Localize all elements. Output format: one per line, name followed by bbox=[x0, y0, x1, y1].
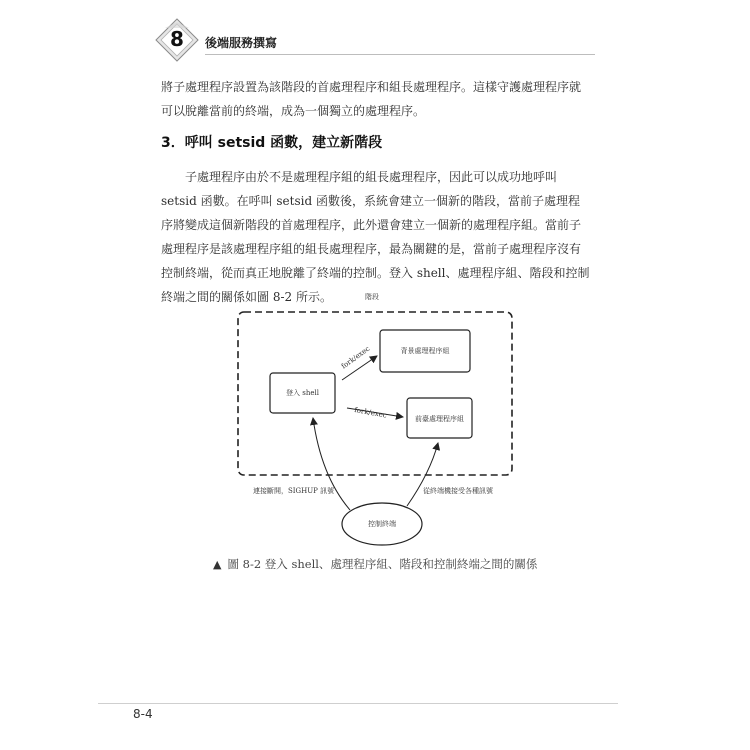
figure-caption bbox=[213, 556, 537, 572]
footer-divider bbox=[98, 703, 618, 704]
triangle-marker-icon: ▲ bbox=[213, 558, 222, 571]
section-heading: 3．呼叫 setsid 函數，建立新階段 bbox=[161, 135, 383, 151]
foreground-group-label: 前臺處理程序組 bbox=[415, 415, 464, 423]
header-divider bbox=[205, 54, 595, 55]
page-number: 8-4 bbox=[133, 707, 153, 721]
chapter-number: 8 bbox=[170, 27, 184, 51]
session-label: 階段 bbox=[365, 293, 379, 301]
background-group-label: 背景處理程序組 bbox=[400, 347, 450, 355]
fork-exec-label-lower: fork/exec bbox=[353, 406, 388, 420]
login-shell-label: 登入 shell bbox=[286, 389, 319, 397]
terminal-signals-label: 從終端機接受各種訊號 bbox=[423, 487, 493, 495]
control-terminal-label: 控制終端 bbox=[368, 520, 396, 528]
sighup-arrow bbox=[313, 418, 350, 510]
page-header bbox=[0, 0, 750, 80]
figure-8-2 bbox=[225, 288, 525, 550]
intro-paragraph: 將子處理程序設置為該階段的首處理程序和組長處理程序。這樣守護處理程序就可以脫離當前的終端，成為一個獨立的處理程序。 bbox=[161, 80, 582, 118]
hangup-signal-label: 連接斷開，SIGHUP 訊號 bbox=[253, 487, 335, 495]
chapter-title: 後端服務撰寫 bbox=[205, 36, 278, 50]
section-body: 子處理程序由於不是處理程序組的組長處理程序，因此可以成功地呼叫 setsid 函數。在呼叫 setsid 函數後，系統會建立一個新的階段，當前子處理程序將變成這個新階段的首處理程序，此外還會建立一個新的處理程序組。當前子處理程序是該處理程序組的組長處理程序，最為關鍵的是，當前子處理程序沒有控制終端，從而真正地脫離了終端的控制。登入 shell、處理程序組、階段和控制終端之間的關係如圖 8-2 所示。 bbox=[161, 170, 590, 304]
caption-text: 圖 8-2 登入 shell、處理程序組、階段和控制終端之間的關係 bbox=[227, 557, 538, 571]
terminal-signal-arrow bbox=[407, 443, 438, 506]
relationship-diagram bbox=[225, 288, 525, 550]
fork-exec-label-upper: fork/exec bbox=[340, 344, 372, 371]
